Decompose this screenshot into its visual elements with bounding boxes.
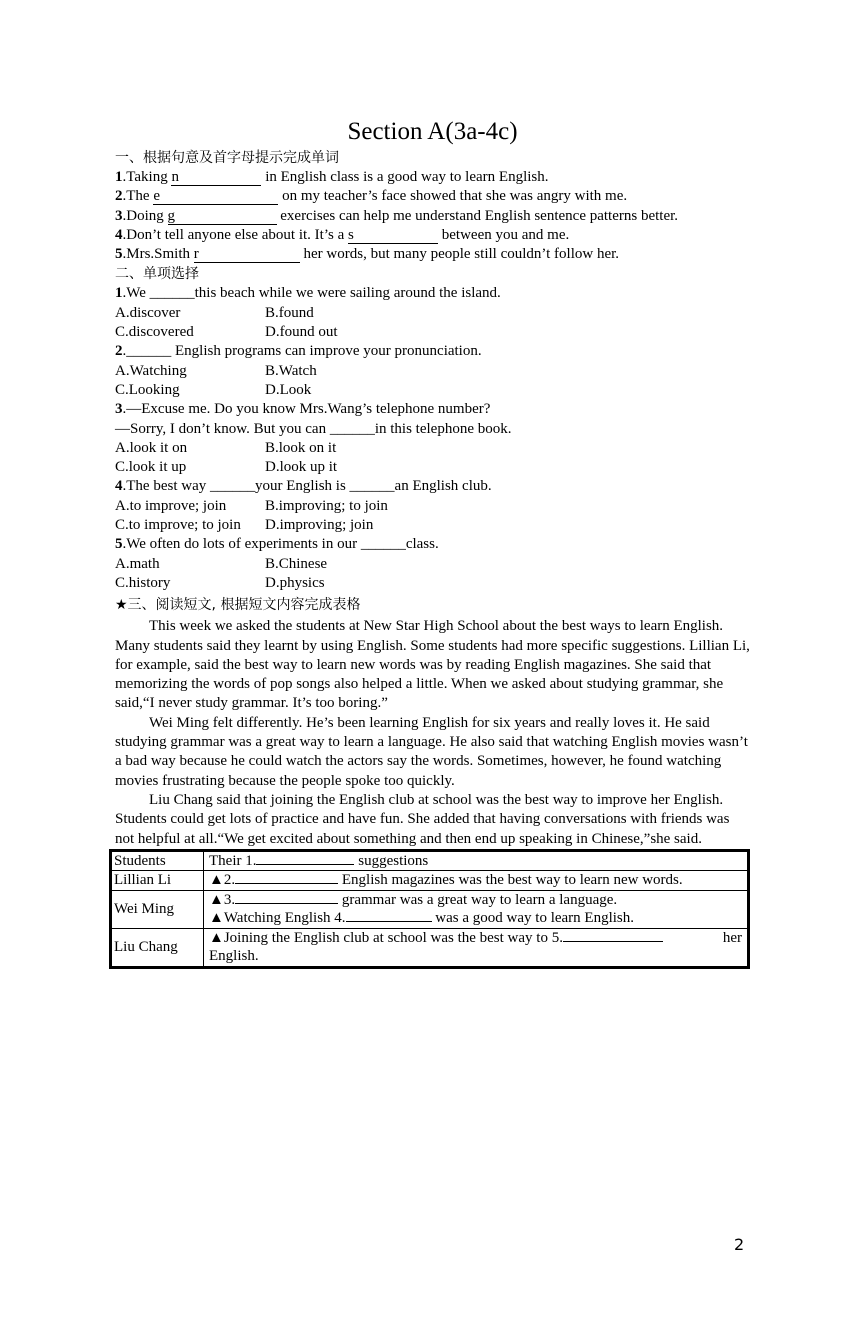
question: 3.—Excuse me. Do you know Mrs.Wang’s telephone number? —Sorry, I don’t know. But you can ______in this telephone book. A.look it on B.look on it C.look it up D.look up it: [115, 400, 750, 477]
paragraph: Wei Ming felt differently. He’s been learning English for six years and really loves it. He said studying grammar was a great way to learn a language. He also said that watching English movies wasn’t a bad way because he could watch the actors say the words. Sometimes, however, he found watching movies frustrating because the people spoke too quickly.: [115, 714, 748, 789]
option[interactable]: A.look it on: [115, 439, 188, 456]
answer-blank[interactable]: g: [168, 209, 277, 225]
table-cell: Lillian Li: [111, 871, 204, 891]
question: 2.______ English programs can improve your pronunciation. A.Watching B.Watch C.Looking D.Look: [115, 342, 750, 400]
option[interactable]: B.look on it: [265, 439, 337, 456]
question: 5.We often do lots of experiments in our ______class. A.math B.Chinese C.history D.physics: [115, 535, 750, 593]
question: 1.We ______this beach while we were sailing around the island. A.discover B.found C.discovered D.found out: [115, 284, 750, 342]
option[interactable]: C.to improve; to join: [115, 517, 241, 534]
answer-blank[interactable]: [235, 883, 338, 884]
option[interactable]: C.discovered: [115, 324, 194, 341]
fill-item: 4.Don’t tell anyone else about it. It’s a s between you and me.: [115, 226, 570, 243]
table-row: [111, 890, 749, 928]
table-cell: ▲2. English magazines was the best way to learn new words.: [204, 871, 749, 891]
table-row: [111, 928, 749, 967]
option[interactable]: C.history: [115, 574, 171, 591]
paragraph: Liu Chang said that joining the English club at school was the best way to improve her English. Students could get lots of practice and have fun. She added that having conversations with friends was not helpful at all.“We get excited about something and then end up speaking in Chinese,”she said.: [115, 791, 730, 847]
part3-heading: ★三、阅读短文, 根据短文内容完成表格: [115, 597, 361, 614]
part2-heading: 二、单项选择: [115, 266, 199, 283]
option[interactable]: B.found: [265, 304, 314, 321]
reading-passage: [115, 617, 750, 849]
option[interactable]: C.Looking: [115, 381, 180, 398]
table-cell: Students: [111, 850, 204, 871]
option[interactable]: D.Look: [265, 381, 312, 398]
answer-table: [109, 849, 750, 969]
answer-blank[interactable]: s: [348, 228, 438, 244]
answer-blank[interactable]: r: [194, 247, 300, 263]
option[interactable]: A.math: [115, 555, 160, 572]
table-cell: Liu Chang: [111, 928, 204, 967]
option[interactable]: A.Watching: [115, 362, 187, 379]
option[interactable]: D.physics: [265, 574, 325, 591]
paragraph: This week we asked the students at New Star High School about the best ways to learn English. Many students said they learnt by using English. Some students had more specific suggestions. Lillian Li, for example, said the best way to learn new words was by reading English magazines. She said that memorizing the words of pop songs also helped a little. When we asked about studying grammar, she said,“I never study grammar. It’s too boring.”: [115, 618, 750, 712]
fill-item: 5.Mrs.Smith r her words, but many people still couldn’t follow her.: [115, 246, 620, 263]
answer-blank[interactable]: [235, 903, 338, 904]
answer-blank[interactable]: [563, 941, 663, 942]
option[interactable]: A.to improve; join: [115, 497, 227, 514]
fill-item: 1.Taking n in English class is a good way to learn English.: [115, 169, 549, 185]
option[interactable]: D.look up it: [265, 459, 338, 476]
fill-item: 2.The e on my teacher’s face showed that she was angry with me.: [115, 188, 628, 205]
option[interactable]: D.improving; join: [265, 517, 374, 534]
option[interactable]: A.discover: [115, 304, 181, 321]
answer-blank[interactable]: [346, 921, 432, 922]
option[interactable]: B.Chinese: [265, 555, 328, 572]
question: 4.The best way ______your English is ______an English club. A.to improve; join B.improving; to join C.to improve; to join D.improving; join: [115, 477, 750, 535]
option[interactable]: C.look it up: [115, 459, 187, 476]
table-cell: ▲3. grammar was a great way to learn a language. ▲Watching English 4. was a good way to learn English.: [204, 890, 749, 928]
page-title: Section A(3a-4c): [347, 118, 518, 145]
option[interactable]: D.found out: [265, 324, 338, 341]
option[interactable]: B.Watch: [265, 362, 317, 379]
part1-heading: 一、根据句意及首字母提示完成单词: [115, 150, 339, 166]
table-header-row: [111, 850, 749, 871]
answer-blank[interactable]: n: [171, 170, 261, 186]
answer-blank[interactable]: e: [153, 189, 278, 205]
page-number: 2: [734, 1235, 745, 1254]
part1-list: [115, 168, 750, 264]
fill-item: 3.Doing g exercises can help me understand English sentence patterns better.: [115, 207, 679, 224]
part2-list: [115, 284, 750, 593]
option[interactable]: B.improving; to join: [265, 497, 388, 514]
table-cell: ▲Joining the English club at school was the best way to 5. her English.: [204, 928, 749, 967]
table-row: [111, 871, 749, 891]
answer-blank[interactable]: [256, 864, 354, 865]
worksheet-page: [115, 116, 750, 969]
table-cell: Wei Ming: [111, 890, 204, 928]
table-cell: Their 1. suggestions: [204, 850, 749, 871]
